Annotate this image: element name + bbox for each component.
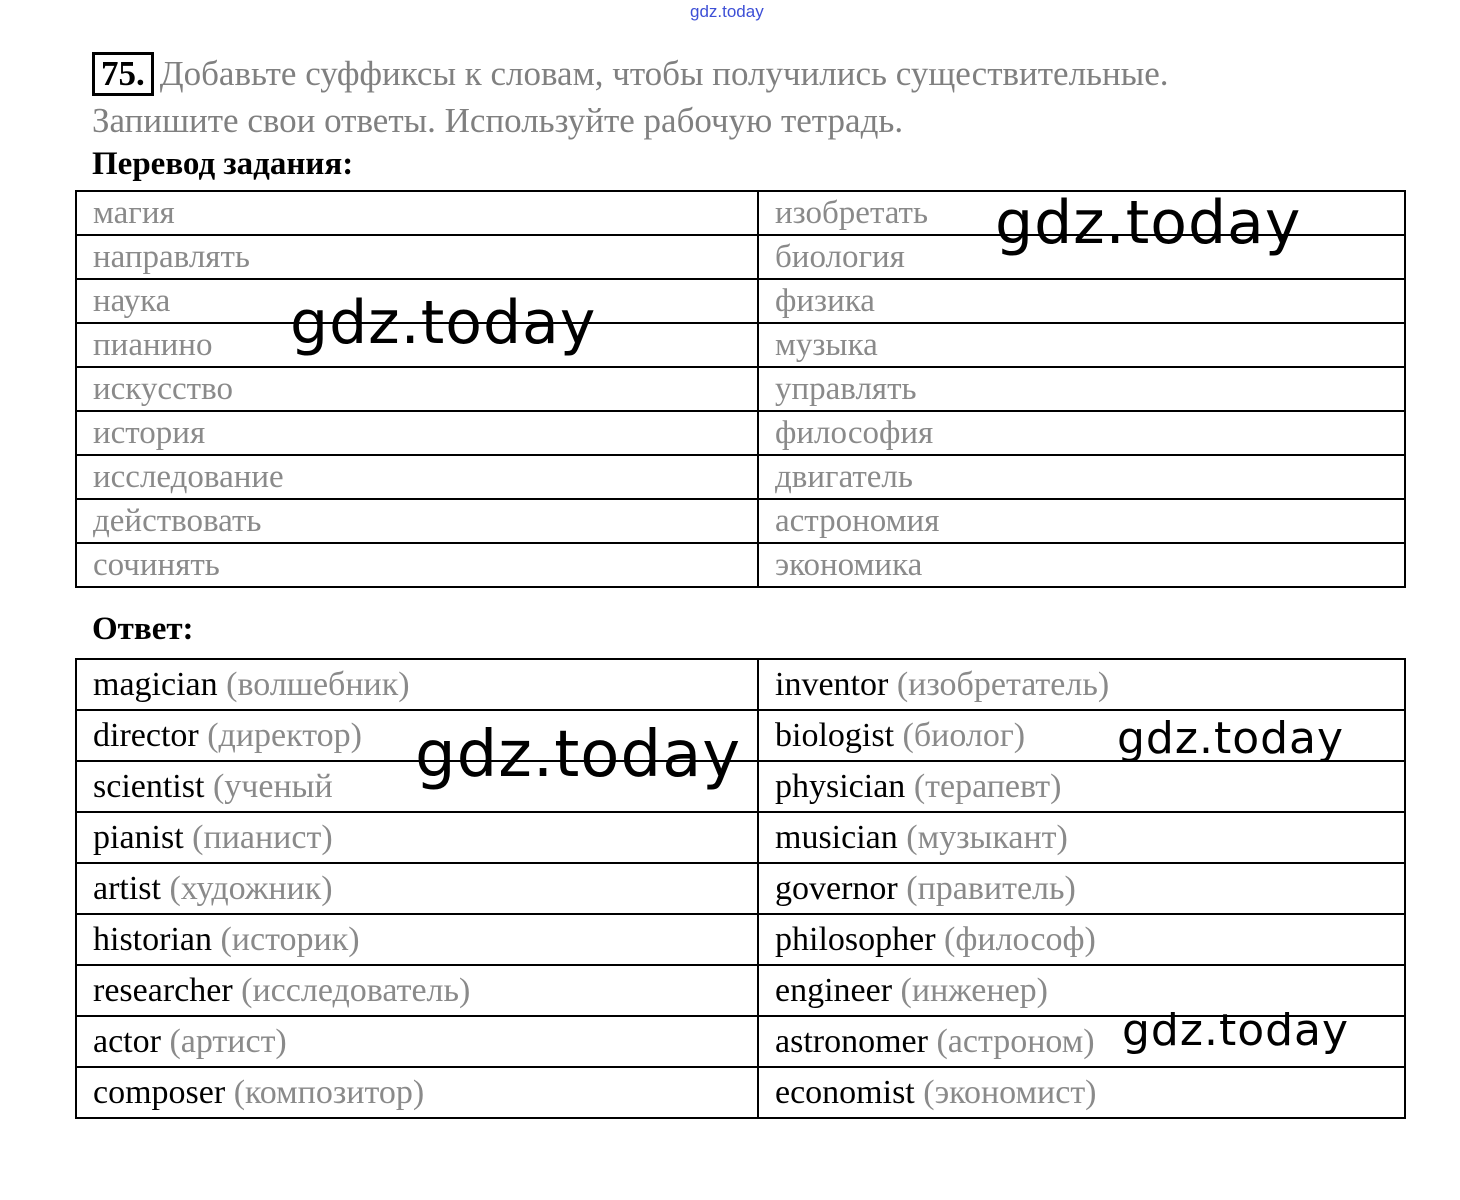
- table-cell: пианино: [76, 323, 758, 367]
- task-text-line1: Добавьте суффиксы к словам, чтобы получились существительные.: [159, 54, 1169, 93]
- russian-translation: (композитор): [233, 1073, 425, 1111]
- table-row: [76, 279, 1405, 323]
- russian-translation: (биолог): [902, 716, 1026, 754]
- russian-translation: (пианист): [192, 818, 333, 856]
- russian-translation: (инженер): [900, 971, 1049, 1009]
- russian-translation: (экономист): [923, 1073, 1097, 1111]
- russian-translation: (артист): [169, 1022, 287, 1060]
- english-word: physician: [775, 767, 906, 805]
- russian-translation: (историк): [220, 920, 360, 958]
- table-row: [76, 455, 1405, 499]
- table-cell: музыка: [758, 323, 1405, 367]
- table-cell: биология: [758, 235, 1405, 279]
- table-cell: сочинять: [76, 543, 758, 587]
- english-word: inventor: [775, 665, 889, 703]
- russian-translation: (изобретатель): [896, 665, 1110, 703]
- english-word: biologist: [775, 716, 895, 754]
- table-cell: двигатель: [758, 455, 1405, 499]
- table-cell: наука: [76, 279, 758, 323]
- answer-heading: Ответ:: [92, 611, 194, 647]
- watermark: gdz.today: [995, 188, 1302, 258]
- table-cell: направлять: [76, 235, 758, 279]
- table-cell: [76, 914, 758, 965]
- russian-translation: (волшебник): [226, 665, 410, 703]
- watermark: gdz.today: [290, 288, 597, 358]
- table-cell: [76, 1016, 758, 1067]
- table-row: [76, 1067, 1405, 1118]
- english-word: actor: [93, 1022, 161, 1060]
- table-row: [76, 499, 1405, 543]
- table-cell: исследование: [76, 455, 758, 499]
- english-word: researcher: [93, 971, 233, 1009]
- russian-translation: (ученый: [212, 767, 333, 805]
- watermark: gdz.today: [1117, 713, 1345, 764]
- table-cell: [758, 812, 1405, 863]
- table-cell: [76, 965, 758, 1016]
- translation-heading: Перевод задания:: [92, 146, 354, 182]
- watermark: gdz.today: [1122, 1005, 1350, 1056]
- english-word: director: [93, 716, 199, 754]
- russian-translation: (правитель): [906, 869, 1076, 907]
- table-cell: история: [76, 411, 758, 455]
- english-word: governor: [775, 869, 898, 907]
- table-cell: экономика: [758, 543, 1405, 587]
- table-cell: искусство: [76, 367, 758, 411]
- watermark: gdz.today: [415, 718, 742, 792]
- table-cell: магия: [76, 191, 758, 235]
- english-word: composer: [93, 1073, 226, 1111]
- russian-translation: (исследователь): [241, 971, 471, 1009]
- table-cell: [76, 659, 758, 710]
- english-word: historian: [93, 920, 212, 958]
- russian-translation: (астроном): [936, 1022, 1095, 1060]
- table-cell: управлять: [758, 367, 1405, 411]
- table-cell: [758, 863, 1405, 914]
- table-cell: [758, 1067, 1405, 1118]
- table-cell: [758, 659, 1405, 710]
- table-row: [76, 543, 1405, 587]
- table-row: [76, 863, 1405, 914]
- english-word: artist: [93, 869, 161, 907]
- russian-translation: (философ): [944, 920, 1096, 958]
- task-text-line2: Запишите свои ответы. Используйте рабочую тетрадь.: [92, 101, 904, 140]
- site-mark: gdz.today: [690, 2, 764, 21]
- table-cell: [76, 812, 758, 863]
- table-cell: [758, 914, 1405, 965]
- english-word: magician: [93, 665, 218, 703]
- english-word: engineer: [775, 971, 893, 1009]
- table-cell: [76, 863, 758, 914]
- table-cell: изобретать: [758, 191, 1405, 235]
- english-word: philosopher: [775, 920, 936, 958]
- task-statement: [92, 50, 1400, 144]
- english-word: scientist: [93, 767, 205, 805]
- russian-translation: (музыкант): [906, 818, 1068, 856]
- english-word: astronomer: [775, 1022, 928, 1060]
- english-word: pianist: [93, 818, 184, 856]
- table-row: [76, 812, 1405, 863]
- table-row: [76, 914, 1405, 965]
- table-row: [76, 411, 1405, 455]
- table-cell: [758, 761, 1405, 812]
- table-cell: астрономия: [758, 499, 1405, 543]
- table-cell: философия: [758, 411, 1405, 455]
- table-row: [76, 367, 1405, 411]
- task-number: 75.: [92, 52, 154, 96]
- table-cell: [76, 1067, 758, 1118]
- table-row: [76, 323, 1405, 367]
- russian-translation: (художник): [169, 869, 333, 907]
- table-cell: действовать: [76, 499, 758, 543]
- english-word: economist: [775, 1073, 915, 1111]
- russian-translation: (директор): [207, 716, 362, 754]
- table-cell: физика: [758, 279, 1405, 323]
- english-word: musician: [775, 818, 898, 856]
- russian-translation: (терапевт): [913, 767, 1062, 805]
- table-row: [76, 659, 1405, 710]
